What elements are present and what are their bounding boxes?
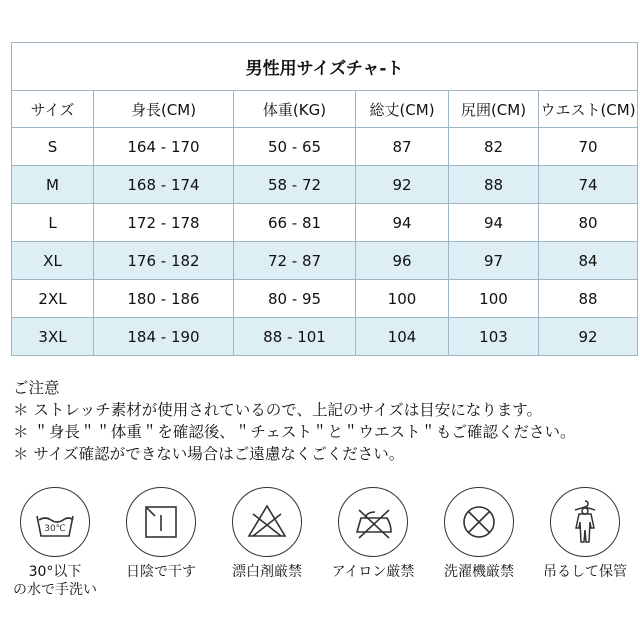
table-row bbox=[12, 280, 638, 318]
note-line-1: ＊ ストレッチ素材が使用されているので、上記のサイズは目安になります。 bbox=[13, 401, 542, 419]
note-line-3: ＊ サイズ確認ができない場合はご遠慮なくごください。 bbox=[13, 445, 405, 463]
table-row bbox=[12, 128, 638, 166]
table-cell: 176 - 182 bbox=[94, 242, 234, 280]
table-cell: 72 - 87 bbox=[234, 242, 356, 280]
no-machine-wash-icon bbox=[444, 487, 514, 557]
table-cell: 2XL bbox=[12, 280, 94, 318]
care-label: 洗濯機厳禁 bbox=[444, 564, 514, 580]
table-cell: L bbox=[12, 204, 94, 242]
table-cell: 96 bbox=[356, 242, 449, 280]
table-cell: 88 - 101 bbox=[234, 318, 356, 356]
table-cell: 180 - 186 bbox=[94, 280, 234, 318]
table-cell: 66 - 81 bbox=[234, 204, 356, 242]
table-cell: XL bbox=[12, 242, 94, 280]
hang-dry-icon bbox=[550, 487, 620, 557]
care-label: アイロン厳禁 bbox=[331, 564, 415, 580]
hand-wash-30-icon bbox=[20, 487, 90, 557]
table-cell: 100 bbox=[356, 280, 449, 318]
table-row bbox=[12, 204, 638, 242]
table-cell: 74 bbox=[539, 166, 638, 204]
table-cell: 88 bbox=[449, 166, 539, 204]
care-hand-wash bbox=[0, 482, 110, 599]
table-cell: 100 bbox=[449, 280, 539, 318]
column-header: サイズ bbox=[12, 91, 94, 128]
table-cell: 84 bbox=[539, 242, 638, 280]
table-cell: 104 bbox=[356, 318, 449, 356]
care-label: 日陰で干す bbox=[126, 564, 196, 580]
table-cell: 103 bbox=[449, 318, 539, 356]
table-cell: 58 - 72 bbox=[234, 166, 356, 204]
size-chart bbox=[11, 42, 637, 356]
table-cell: M bbox=[12, 166, 94, 204]
header-row bbox=[12, 91, 638, 128]
no-bleach-icon bbox=[232, 487, 302, 557]
care-no-machine bbox=[424, 482, 534, 581]
table-cell: 94 bbox=[356, 204, 449, 242]
no-iron-icon bbox=[338, 487, 408, 557]
table-cell: 168 - 174 bbox=[94, 166, 234, 204]
table-cell: 80 bbox=[539, 204, 638, 242]
table-cell: 94 bbox=[449, 204, 539, 242]
table-cell: 88 bbox=[539, 280, 638, 318]
care-label: 吊るして保管 bbox=[543, 564, 627, 580]
care-dry-shade bbox=[106, 482, 216, 581]
column-header: 尻囲(CM) bbox=[449, 91, 539, 128]
column-header: ウエスト(CM) bbox=[539, 91, 638, 128]
notes bbox=[13, 377, 633, 465]
dry-in-shade-icon bbox=[126, 487, 196, 557]
care-hang bbox=[530, 482, 640, 581]
table-cell: 3XL bbox=[12, 318, 94, 356]
note-line-2: ＊ ＂身長＂＂体重＂を確認後、＂チェスト＂と＂ウエスト＂もご確認ください。 bbox=[13, 423, 576, 441]
care-no-iron bbox=[318, 482, 428, 581]
column-header: 総丈(CM) bbox=[356, 91, 449, 128]
care-no-bleach bbox=[212, 482, 322, 581]
table-cell: 82 bbox=[449, 128, 539, 166]
table-cell: 97 bbox=[449, 242, 539, 280]
size-table bbox=[11, 42, 638, 356]
notes-heading: ご注意 bbox=[13, 379, 60, 397]
care-instructions bbox=[0, 482, 640, 640]
table-cell: 92 bbox=[539, 318, 638, 356]
wash-temp: 30℃ bbox=[44, 524, 66, 534]
table-cell: 50 - 65 bbox=[234, 128, 356, 166]
table-row bbox=[12, 166, 638, 204]
column-header: 身長(CM) bbox=[94, 91, 234, 128]
table-cell: 80 - 95 bbox=[234, 280, 356, 318]
table-cell: 70 bbox=[539, 128, 638, 166]
table-row bbox=[12, 242, 638, 280]
column-header: 体重(KG) bbox=[234, 91, 356, 128]
care-label: 漂白剤厳禁 bbox=[232, 564, 302, 580]
table-cell: 164 - 170 bbox=[94, 128, 234, 166]
table-cell: 172 - 178 bbox=[94, 204, 234, 242]
table-cell: 184 - 190 bbox=[94, 318, 234, 356]
table-cell: 87 bbox=[356, 128, 449, 166]
chart-title: 男性用サイズチャ-ト bbox=[12, 43, 638, 91]
care-label: 30°以下 の水で手洗い bbox=[13, 564, 97, 598]
table-row bbox=[12, 318, 638, 356]
table-cell: S bbox=[12, 128, 94, 166]
table-cell: 92 bbox=[356, 166, 449, 204]
